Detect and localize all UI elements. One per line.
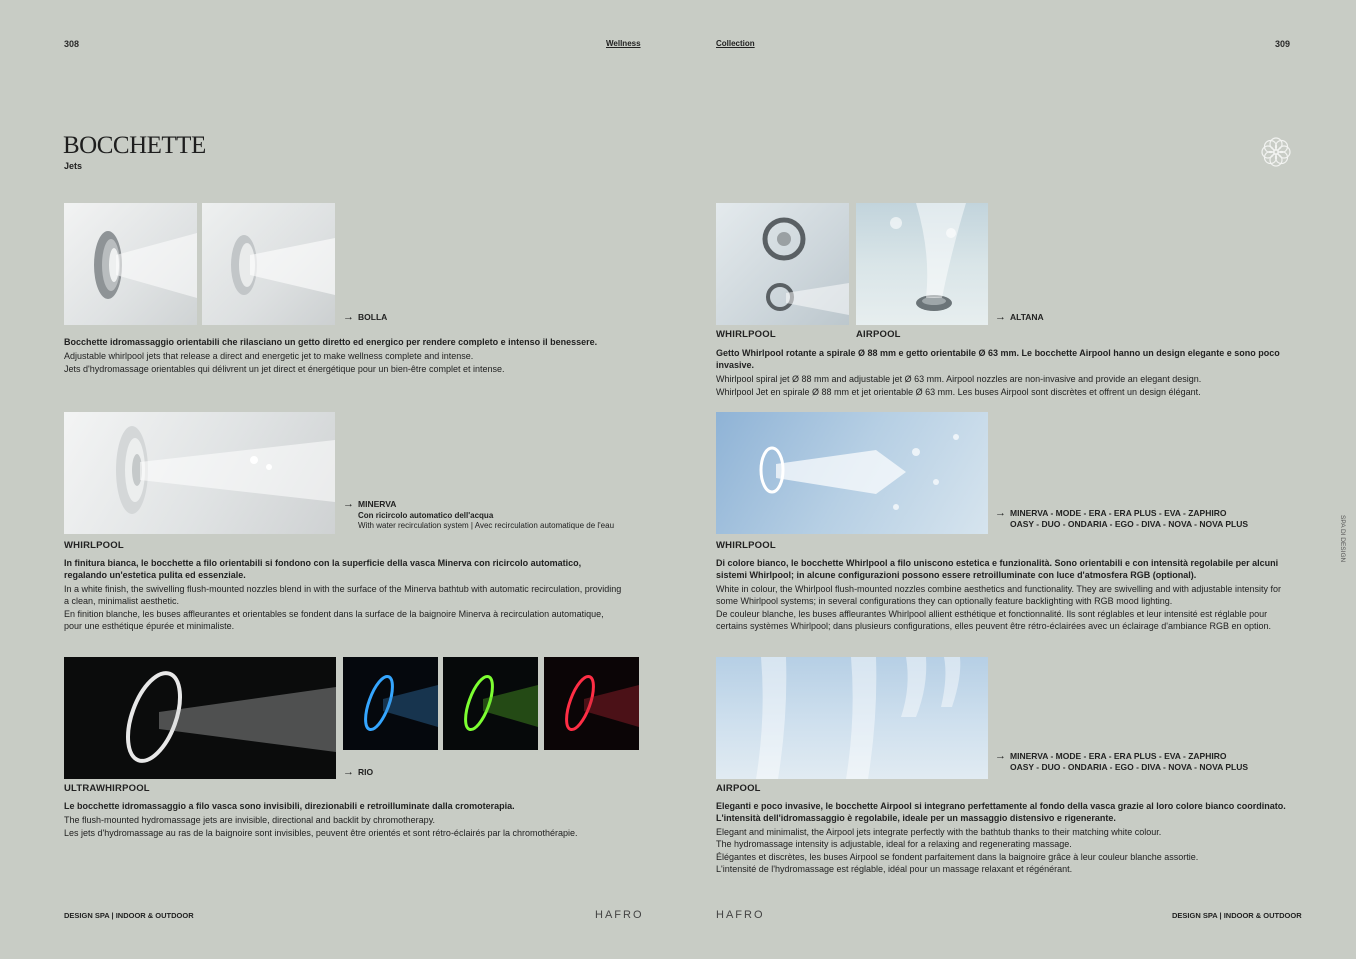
bolla-label: → BOLLA: [343, 311, 388, 323]
whirlpool-jet-photo: [716, 412, 988, 534]
rio-caption: ULTRAWHIRPOOL: [64, 783, 150, 794]
bolla-description: Bocchette idromassaggio orientabili che rilasciano un getto diretto ed energico per rendere completo e intenso il benessere. Adjustable whirlpool jets that release a direct and energetic jet to make wellness complete and intense. Jets d'hydromassage orientables qui délivrent un jet direct et énergétique pour un bien-être complet et intense.: [64, 337, 598, 374]
bolla-jet-photo-2: [202, 203, 335, 325]
airpool-caption: AIRPOOL: [716, 783, 761, 794]
altana-label: → ALTANA: [995, 311, 1044, 323]
page-number-right: 309: [1275, 39, 1291, 49]
side-text: SPA DI DESIGN: [1339, 515, 1346, 563]
whirlpool-models-label-2: OASY - DUO - ONDARIA - EGO - DIVA - NOVA - NOVA PLUS: [1010, 519, 1249, 529]
hafro-logo-right: HAFRO: [716, 909, 765, 921]
airpool-models-label-2: OASY - DUO - ONDARIA - EGO - DIVA - NOVA - NOVA PLUS: [1010, 762, 1249, 772]
hafro-logo-left: HAFRO: [595, 909, 644, 921]
footer-left: DESIGN SPA | INDOOR & OUTDOOR: [64, 911, 194, 920]
whirlpool-description: Di colore bianco, le bocchette Whirlpool a filo uniscono estetica e funzionalità. Sono orientabili e con intensità regolabile per alcuni sistemi Whirlpool; in alcune configurazioni possono essere retroilluminate con luce d'atmosfera RGB (optional). White in colour, the Whirlpool flush-mounted nozzles combine aesthetics and functionality. They are swivelling and with adjustable intensity for some Whirlpool systems; in several configurations they can optionally feature backlighting with RGB mood lighting. De couleur blanche, les buses affleurantes Whirlpool allient esthétique et fonctionnalité. Ils sont réglables et leur intensité est réglable pour certains systèmes Whirlpool; dans plusieurs configurations, elles peuvent être rétro-éclairées avec un éclairage d'ambiance RGB en option.: [716, 558, 1281, 631]
minerva-description: In finitura bianca, le bocchette a filo orientabili si fondono con la superficie della vasca Minerva con ricircolo automatico, regalando un'estetica pulita ed essenziale. In a white finish, the swivelling flush-mounted nozzles blend in with the surface of the Minerva bathtub with automatic recirculation, providing a clean, minimalist aesthetic. En finition blanche, les buses affleurantes et orientables se fondent dans la surface de la baignoire Minerva à recirculation automatique, pour une esthétique épurée et minimaliste.: [64, 558, 622, 631]
arrow-right-icon: →: [343, 766, 354, 778]
arrow-right-icon: →: [995, 311, 1006, 323]
rio-jet-photo-white: [64, 657, 336, 779]
rio-jet-photo-red: [544, 657, 639, 750]
altana-description: Getto Whirlpool rotante a spirale Ø 88 mm e getto orientabile Ø 63 mm. Le bocchette Airpool hanno un design elegante e sono poco invasive. Whirlpool spiral jet Ø 88 mm and adjustable jet Ø 63 mm. Airpool nozzles are non-invasive and provide an elegant design. Whirlpool Jet en spirale Ø 88 mm et jet orientable Ø 63 mm. Les buses Airpool sont discrètes et offrent un design élégant.: [716, 348, 1280, 397]
page-subtitle: Jets: [64, 161, 83, 171]
minerva-jet-photo: [64, 412, 335, 534]
altana-caption-whirlpool: WHIRLPOOL: [716, 329, 776, 340]
minerva-sub-it: Con ricircolo automatico dell'acqua: [358, 511, 494, 520]
altana-caption-airpool: AIRPOOL: [856, 329, 901, 340]
section-link-collection[interactable]: Collection: [716, 39, 755, 48]
whirlpool-models-label: → MINERVA - MODE - ERA - ERA PLUS - EVA - ZAPHIRO: [995, 507, 1227, 519]
minerva-caption: WHIRLPOOL: [64, 540, 124, 551]
arrow-right-icon: →: [995, 750, 1006, 762]
altana-airpool-photo: [856, 203, 988, 325]
airpool-description: Eleganti e poco invasive, le bocchette Airpool si integrano perfettamente al fondo della vasca grazie al loro colore bianco coordinato. L'intensità dell'idromassaggio è regolabile, ideale per un massaggio distensivo e rigenerante. Elegant and minimalist, the Airpool jets integrate perfectly with the bathtub thanks to their matching white colour. The hydromassage intensity is adjustable, ideal for a relaxing and regenerating massage. Élégantes et discrètes, les buses Airpool se fondent parfaitement dans la baignoire grâce à leur couleur blanche assortie. L'intensité de l'hydromassage est réglable, idéal pour un massage relaxant et régénérant.: [716, 801, 1286, 874]
minerva-sub-en-fr: With water recirculation system | Avec recirculation automatique de l'eau: [358, 521, 615, 530]
bolla-jet-photo-1: [64, 203, 197, 325]
footer-right: DESIGN SPA | INDOOR & OUTDOOR: [1172, 911, 1302, 920]
rio-description: Le bocchette idromassaggio a filo vasca sono invisibili, direzionabili e retroilluminate dalla cromoterapia. The flush-mounted hydromassage jets are invisible, directional and backlit by chromotherapy. Les jets d'hydromassage au ras de la baignoire sont invisibles, peuvent être orientés et sont rétro-éclairés par la chromothérapie.: [64, 801, 578, 838]
arrow-right-icon: →: [343, 311, 354, 323]
page-number-left: 308: [64, 39, 80, 49]
rio-label: → RIO: [343, 766, 374, 778]
whirlpool-caption: WHIRLPOOL: [716, 540, 776, 551]
altana-whirlpool-photo: [716, 203, 849, 325]
arrow-right-icon: →: [343, 498, 354, 510]
airpool-models-label: → MINERVA - MODE - ERA - ERA PLUS - EVA - ZAPHIRO: [995, 750, 1227, 762]
rio-jet-photo-blue: [343, 657, 438, 750]
minerva-label: → MINERVA: [343, 498, 397, 510]
rio-jet-photo-green: [443, 657, 538, 750]
arrow-right-icon: →: [995, 507, 1006, 519]
section-link-wellness[interactable]: Wellness: [606, 39, 641, 48]
flower-logo-icon: [1260, 136, 1292, 173]
page-title: BOCCHETTE: [63, 132, 206, 159]
airpool-jet-photo: [716, 657, 988, 779]
